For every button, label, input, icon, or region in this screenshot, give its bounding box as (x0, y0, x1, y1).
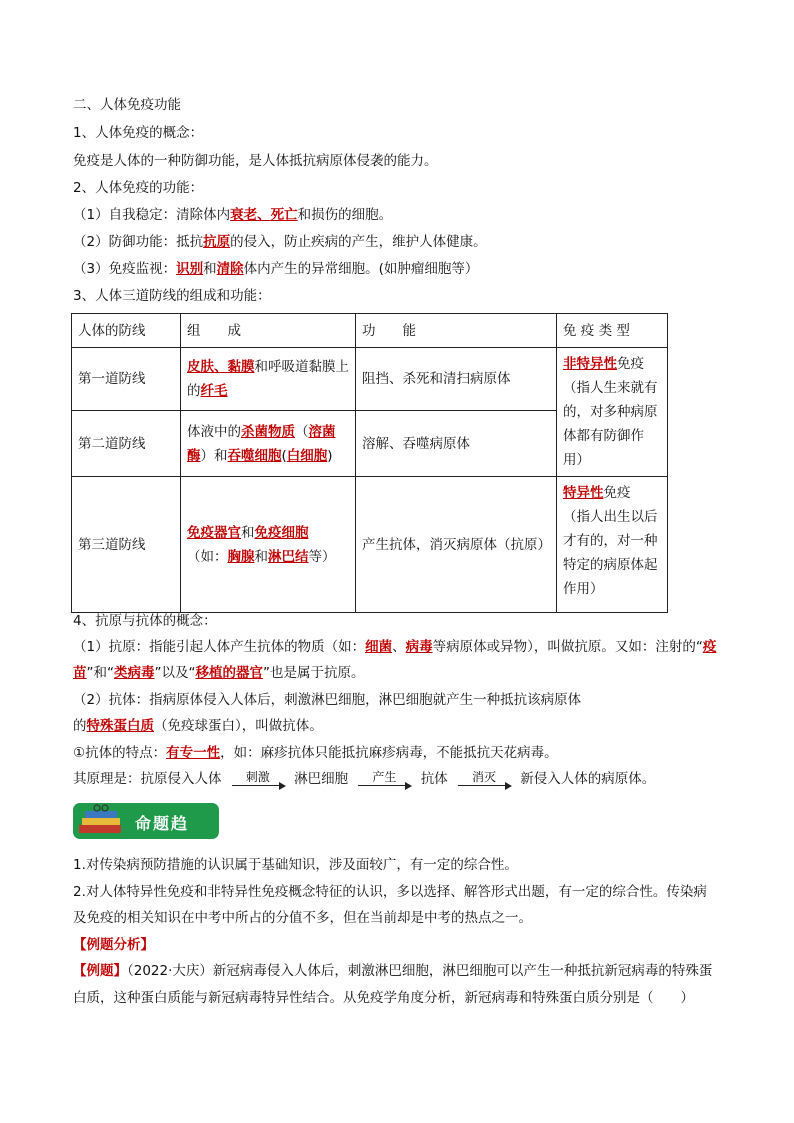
text: 其原理是：抗原侵入人体 (73, 771, 222, 787)
line-function: 溶解、吞噬病原体 (356, 411, 557, 477)
trend-2a: 2.对人体特异性免疫和非特异性免疫概念特征的认识，多以选择、解答形式出题，有一定的综合性。传染病 (73, 884, 707, 900)
line-composition (181, 411, 356, 477)
text: ①抗体的特点： (73, 745, 167, 761)
text: （1）自我稳定：清除体内 (73, 207, 231, 223)
text: ）和 (200, 447, 228, 464)
arrow-eliminate (456, 770, 512, 788)
table-header: 免 疫 类 型 (557, 314, 668, 348)
keyword: 有专一性 (166, 745, 221, 761)
keyword: 衰老 (230, 207, 258, 223)
text: 和呼吸道黏膜上的 (187, 359, 349, 400)
function-item-2 (73, 233, 487, 251)
text: （3）免疫监视： (73, 261, 177, 277)
keyword: 清除 (216, 261, 244, 277)
keyword: 杀菌物质 (241, 423, 295, 440)
arrow-produce (356, 770, 412, 788)
text: 的侵入，防止疾病的产生，维护人体健康。 (230, 234, 487, 250)
table-header: 功 能 (356, 314, 557, 348)
text: 新侵入人体的病原体。 (520, 771, 656, 787)
antigen-line-2 (73, 664, 365, 682)
line-composition (181, 348, 356, 411)
text: （2）防御功能：抵抗 (73, 234, 204, 250)
table-header: 人体的防线 (72, 314, 181, 348)
immune-type-specific (557, 477, 668, 613)
antibody-line-1: （2）抗体：指病原体侵入人体后，刺激淋巴细胞，淋巴细胞就产生一种抵抗该病原体 (73, 692, 582, 708)
arrow-label: 消灭 (471, 770, 496, 784)
example-line-2: 白质，这种蛋白质能与新冠病毒特异性结合。从免疫学角度分析，新冠病毒和特殊蛋白质分别是（ ） (73, 990, 694, 1006)
text: ，如：麻疹抗体只能抵抗麻疹病毒，不能抵抗天花病毒。 (220, 745, 558, 761)
keyword: 特殊蛋白质 (86, 718, 154, 734)
text: ”以及“ (154, 665, 196, 681)
function-item-1 (73, 206, 392, 224)
trend-2b: 及免疫的相关知识在中考中所占的分值不多，但在当前却是中考的热点之一。 (73, 910, 532, 926)
text: 的 (73, 718, 87, 734)
principle-line (73, 770, 655, 788)
keyword: 胸腺 (227, 548, 255, 565)
lines-heading: 3、人体三道防线的组成和功能： (73, 288, 271, 304)
note: （指人出生以后才有的，对一种特定的病原体起作用） (563, 509, 658, 597)
example-heading: 【例题分析】 (73, 937, 154, 953)
keyword: 吞噬细胞 (227, 447, 282, 464)
example-tag: 【例题】 (73, 963, 127, 979)
antibody-line-2 (73, 717, 323, 735)
text: 和 (203, 261, 217, 277)
text: 和损伤的细胞。 (297, 207, 393, 223)
keyword: 非特异性 (563, 356, 617, 372)
arrow-label: 产生 (372, 770, 397, 784)
keyword: 苗 (73, 665, 87, 681)
text: ( (281, 447, 287, 464)
keyword: 死亡 (270, 207, 298, 223)
text: （如： (187, 548, 228, 565)
line-composition (181, 477, 356, 613)
keyword: 疫 (702, 639, 717, 655)
immune-type-nonspecific (557, 348, 668, 477)
text: 等） (308, 548, 336, 565)
text: 免疫 (603, 485, 631, 501)
text: （2022·大庆）新冠病毒侵入人体后，刺激淋巴细胞，淋巴细胞可以产生一种抵抗新冠病毒的特殊蛋 (127, 963, 713, 979)
keyword: 淋巴结 (268, 548, 309, 565)
keyword: 识别 (176, 261, 204, 277)
trend-badge (73, 801, 219, 841)
trend-badge-label: 命题趋 (135, 814, 190, 833)
text: 和 (241, 524, 255, 541)
text: 淋巴细胞 (294, 771, 349, 787)
text: 等病原体或异物），叫做抗原。又如：注射的“ (432, 639, 703, 655)
function-heading: 2、人体免疫的功能： (73, 180, 204, 196)
example-line-1 (73, 962, 712, 980)
antibody-feature (73, 744, 558, 762)
arrow-stimulate (230, 770, 286, 788)
line-name: 第三道防线 (72, 477, 181, 613)
text: 免疫 (617, 356, 644, 372)
text: （ (295, 423, 309, 440)
function-item-3 (73, 260, 478, 278)
text: 体液中的 (187, 423, 241, 440)
keyword: 移植的器官 (195, 665, 263, 681)
keyword: 皮肤、黏膜 (187, 359, 255, 376)
keyword: 免疫器官 (187, 524, 241, 541)
defense-lines-table (71, 313, 668, 613)
keyword: 特异性 (563, 485, 604, 501)
text: 和 (254, 548, 268, 565)
text: 体内产生的异常细胞。(如肿瘤细胞等） (243, 261, 479, 277)
concept-text: 免疫是人体的一种防御功能，是人体抵抗病原体侵袭的能力。 (73, 153, 438, 169)
keyword: 纤毛 (200, 383, 228, 400)
text: （免疫球蛋白），叫做抗体。 (154, 718, 323, 734)
note: （指人生来就有的，对多种病原体都有防御作用） (563, 380, 658, 468)
keyword: 溶菌酶 (187, 423, 336, 464)
arrow-label: 刺激 (245, 770, 270, 784)
line-function: 产生抗体，消灭病原体（抗原） (356, 477, 557, 613)
line-function: 阻挡、杀死和清扫病原体 (356, 348, 557, 411)
text: 、 (392, 639, 406, 655)
text: 、 (257, 207, 271, 223)
concept-heading: 1、人体免疫的概念： (73, 125, 204, 141)
keyword: 类病毒 (114, 665, 155, 681)
line-name: 第一道防线 (72, 348, 181, 411)
antigen-line-1 (73, 638, 716, 656)
keyword: 病毒 (405, 639, 433, 655)
text: ”和“ (86, 665, 114, 681)
section-title: 二、人体免疫功能 (73, 97, 181, 113)
text: ) (327, 447, 333, 464)
keyword: 白细胞 (286, 447, 328, 464)
text: 抗体 (420, 771, 448, 787)
table-header: 组 成 (181, 314, 356, 348)
keyword: 抗原 (203, 234, 231, 250)
text: ”也是属于抗原。 (263, 665, 365, 681)
antigen-heading: 4、抗原与抗体的概念： (73, 613, 217, 629)
line-name: 第二道防线 (72, 411, 181, 477)
keyword: 细菌 (365, 639, 393, 655)
text: （1）抗原：指能引起人体产生抗体的物质（如： (73, 639, 366, 655)
keyword: 免疫细胞 (254, 524, 309, 541)
trend-1: 1.对传染病预防措施的认识属于基础知识，涉及面较广，有一定的综合性。 (73, 857, 518, 873)
